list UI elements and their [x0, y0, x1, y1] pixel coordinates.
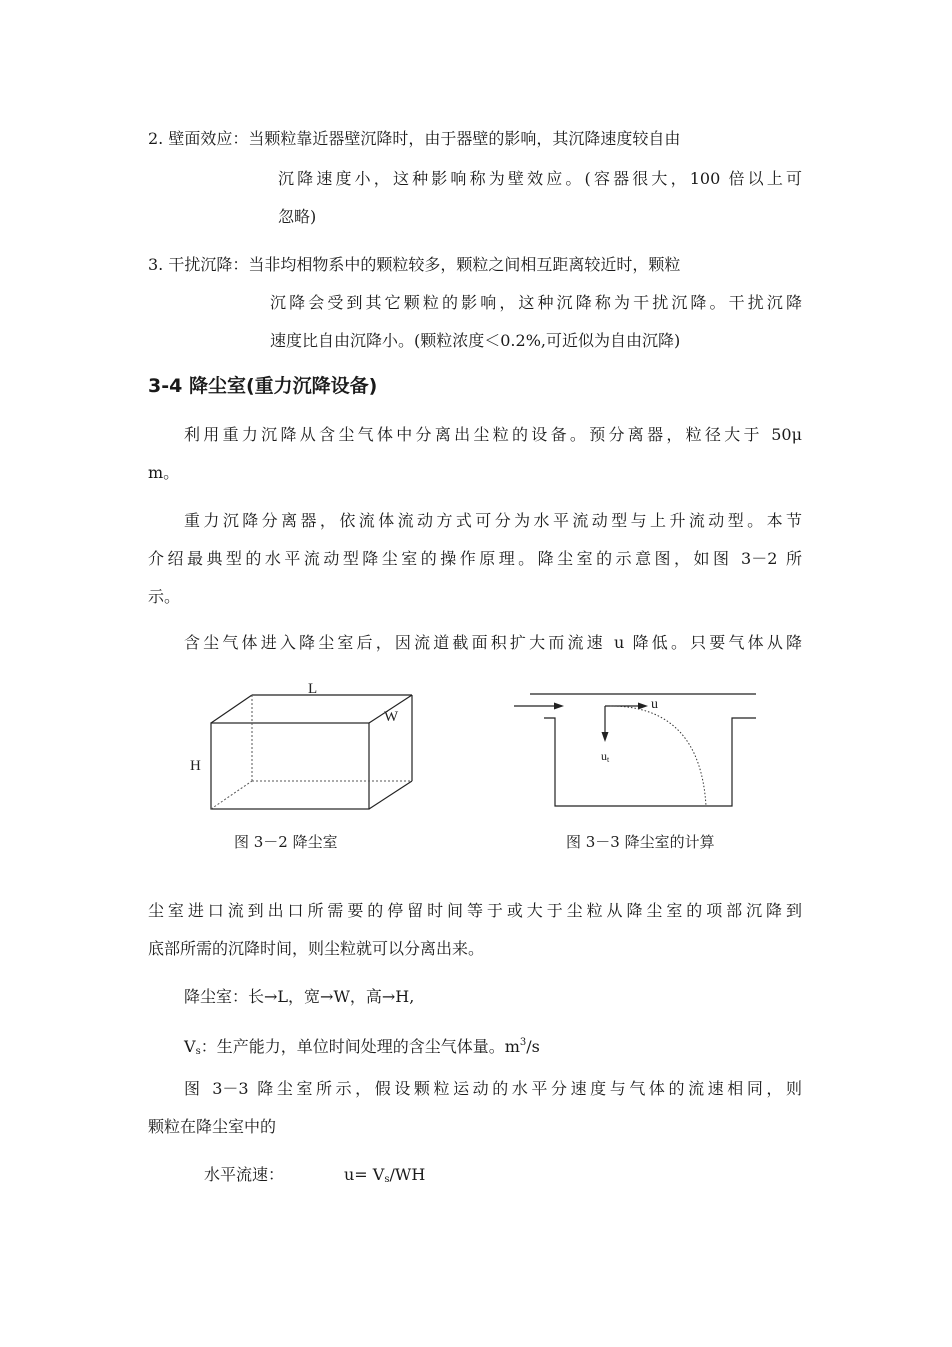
wall-effect-line-2: 沉降速度小，这种影响称为壁效应。(容器很大，100 倍以上可 — [278, 169, 802, 188]
section-title: 3-4 降尘室(重力沉降设备) — [148, 375, 378, 397]
inlet-arrow-head — [554, 703, 564, 710]
label-ut-sub: t — [607, 755, 610, 764]
p4-line-1: 尘室进口流到出口所需要的停留时间等于或大于尘粒从降尘室的项部沉降到 — [148, 901, 802, 920]
figure-3-2-caption: 图 3－2 降尘室 — [234, 833, 338, 851]
hindered-line-2: 沉降会受到其它颗粒的影响，这种沉降称为干扰沉降。干扰沉降 — [270, 293, 802, 312]
box-right-bottom-edge — [369, 781, 412, 809]
label-ut-main: u — [601, 749, 607, 763]
wall-effect-number: 2. — [148, 129, 164, 148]
vs-line — [184, 1032, 540, 1063]
p5-line-1: 图 3－3 降尘室所示，假设颗粒运动的水平分速度与气体的流速相同，则 — [184, 1079, 802, 1098]
p5-line-2: 颗粒在降尘室中的 — [148, 1117, 277, 1136]
figure-3-3-caption: 图 3－3 降尘室的计算 — [566, 833, 715, 851]
vs-text: ：生产能力，单位时间处理的含尘气体量。m — [200, 1037, 520, 1056]
chamber-outline — [544, 718, 756, 806]
vs-superscript: 3 — [519, 1037, 527, 1048]
vs-unit-tail: /s — [526, 1037, 540, 1056]
vs-symbol: V — [184, 1037, 196, 1056]
formula-lhs: u= V — [344, 1165, 385, 1184]
hindered-line-3: 速度比自由沉降小。(颗粒浓度＜0.2%,可近似为自由沉降) — [270, 331, 681, 350]
wall-effect-line-3: 忽略) — [278, 207, 317, 226]
label-L: L — [308, 681, 318, 697]
p2-line-2: 介绍最典型的水平流动型降尘室的操作原理。降尘室的示意图，如图 3－2 所 — [148, 549, 802, 568]
label-W: W — [384, 709, 399, 725]
box-front-face — [211, 723, 369, 809]
vs-subscript: s — [195, 1046, 201, 1057]
box-top-left-edge — [211, 695, 252, 723]
hindered-number: 3. — [148, 255, 164, 274]
p4-line-2: 底部所需的沉降时间，则尘粒就可以分离出来。 — [148, 939, 485, 958]
p3-line-1: 含尘气体进入降尘室后，因流道截面积扩大而流速 u 降低。只要气体从降 — [184, 633, 802, 652]
formula-label: 水平流速： — [204, 1165, 285, 1184]
dims-line: 降尘室：长→L，宽→W，高→H, — [184, 987, 415, 1006]
hindered-line-1 — [148, 254, 680, 276]
p1-line-1: 利用重力沉降从含尘气体中分离出尘粒的设备。预分离器，粒径大于 50μ — [184, 425, 802, 444]
u-arrow-head — [638, 703, 648, 710]
formula-rhs: /WH — [389, 1165, 426, 1184]
label-H: H — [190, 758, 201, 774]
hindered-text-1: 当非均相物系中的颗粒较多，颗粒之间相互距离较近时，颗粒 — [248, 255, 681, 274]
wall-effect-text-1: 当颗粒靠近器壁沉降时，由于器壁的影响，其沉降速度较自由 — [248, 129, 681, 148]
formula-expression — [344, 1164, 425, 1191]
wall-effect-term: 壁面效应： — [168, 129, 249, 148]
figure-3-2-diagram — [180, 675, 440, 825]
p2-line-1: 重力沉降分离器，依流体流动方式可分为水平流动型与上升流动型。本节 — [184, 511, 802, 530]
figure-3-3-diagram — [510, 684, 770, 814]
formula-subscript: s — [384, 1174, 390, 1185]
particle-trajectory — [610, 706, 706, 806]
p1-line-2: m。 — [148, 463, 180, 482]
label-u: u — [651, 697, 658, 712]
label-ut — [601, 749, 610, 764]
box-hidden-left-bottom-edge — [211, 781, 252, 809]
hindered-term: 干扰沉降： — [168, 255, 249, 274]
wall-effect-line-1 — [148, 128, 680, 150]
ut-arrow-head — [602, 732, 609, 742]
p2-line-3: 示。 — [148, 587, 181, 606]
